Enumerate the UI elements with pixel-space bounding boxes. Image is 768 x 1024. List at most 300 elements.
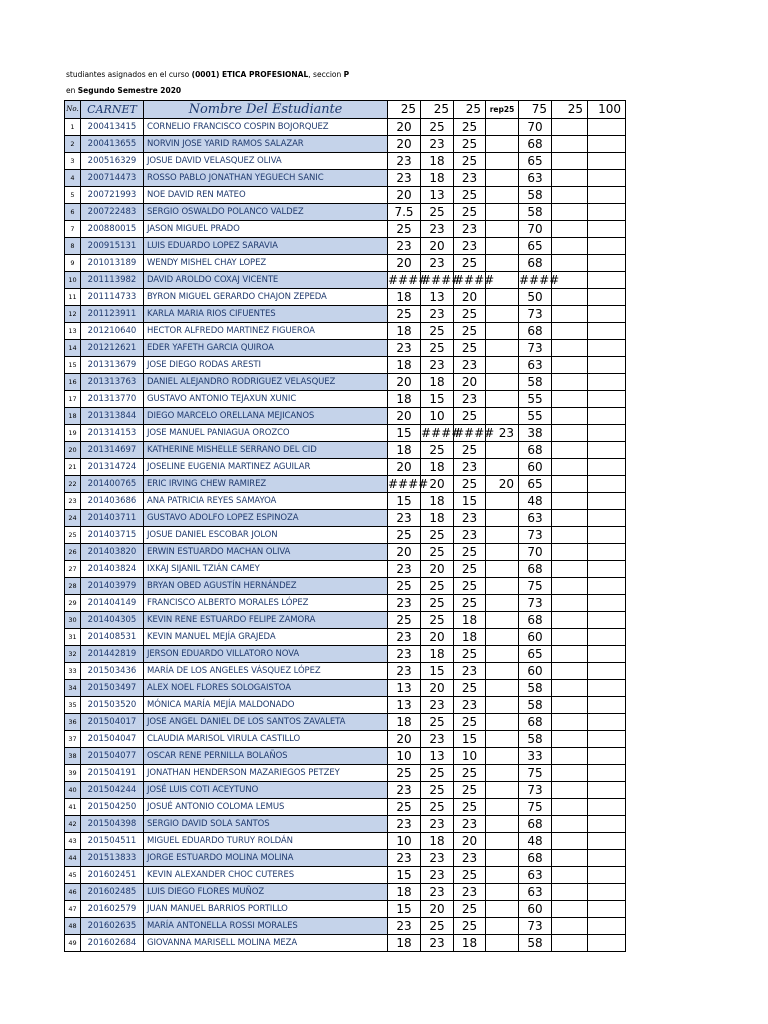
row-score-6 bbox=[552, 357, 588, 374]
row-student-name: JUAN MANUEL BARRIOS PORTILLO bbox=[144, 901, 388, 918]
row-number: 14 bbox=[65, 340, 81, 357]
table-row bbox=[65, 918, 626, 935]
row-carnet: 201504398 bbox=[81, 816, 144, 833]
row-number: 35 bbox=[65, 697, 81, 714]
row-score-2: 23 bbox=[421, 850, 454, 867]
row-score-3: 25 bbox=[454, 680, 486, 697]
row-number: 22 bbox=[65, 476, 81, 493]
row-total: 73 bbox=[519, 340, 552, 357]
row-score-3: 23 bbox=[454, 663, 486, 680]
row-rep-score bbox=[486, 493, 519, 510]
row-score-3: 23 bbox=[454, 816, 486, 833]
row-total: 60 bbox=[519, 663, 552, 680]
row-score-1: 20 bbox=[388, 731, 421, 748]
row-rep-score bbox=[486, 119, 519, 136]
row-number: 10 bbox=[65, 272, 81, 289]
row-final bbox=[588, 391, 626, 408]
row-score-3: 25 bbox=[454, 442, 486, 459]
row-total: 55 bbox=[519, 391, 552, 408]
row-score-3: 23 bbox=[454, 391, 486, 408]
row-score-3: 10 bbox=[454, 748, 486, 765]
row-carnet: 201314724 bbox=[81, 459, 144, 476]
row-student-name: EDER YAFETH GARCIA QUIROA bbox=[144, 340, 388, 357]
row-number: 30 bbox=[65, 612, 81, 629]
row-score-6 bbox=[552, 306, 588, 323]
row-score-3: 23 bbox=[454, 884, 486, 901]
row-total: 33 bbox=[519, 748, 552, 765]
row-carnet: 200915131 bbox=[81, 238, 144, 255]
table-row bbox=[65, 442, 626, 459]
row-score-2: 25 bbox=[421, 544, 454, 561]
row-final bbox=[588, 680, 626, 697]
row-score-3: 15 bbox=[454, 493, 486, 510]
table-row bbox=[65, 391, 626, 408]
row-total: 58 bbox=[519, 680, 552, 697]
row-carnet: 201404149 bbox=[81, 595, 144, 612]
row-student-name: JOSELINE EUGENIA MARTINEZ AGUILAR bbox=[144, 459, 388, 476]
row-rep-score bbox=[486, 697, 519, 714]
row-score-1: 23 bbox=[388, 510, 421, 527]
row-score-1: 18 bbox=[388, 884, 421, 901]
row-carnet: 201314153 bbox=[81, 425, 144, 442]
row-number: 16 bbox=[65, 374, 81, 391]
row-score-1: 25 bbox=[388, 799, 421, 816]
row-score-3: 25 bbox=[454, 136, 486, 153]
row-score-2: 25 bbox=[421, 714, 454, 731]
row-score-1: 10 bbox=[388, 748, 421, 765]
row-score-1: 20 bbox=[388, 408, 421, 425]
row-rep-score bbox=[486, 408, 519, 425]
row-score-1: 23 bbox=[388, 663, 421, 680]
row-number: 32 bbox=[65, 646, 81, 663]
row-score-2: 13 bbox=[421, 748, 454, 765]
row-carnet: 201403686 bbox=[81, 493, 144, 510]
row-total: 65 bbox=[519, 476, 552, 493]
row-score-3: #### bbox=[454, 273, 495, 287]
row-number: 31 bbox=[65, 629, 81, 646]
row-score-1: 23 bbox=[388, 629, 421, 646]
row-score-3: 23 bbox=[454, 221, 486, 238]
row-number: 15 bbox=[65, 357, 81, 374]
row-number: 11 bbox=[65, 289, 81, 306]
row-score-1: 20 bbox=[388, 255, 421, 272]
course-name: (0001) ETICA PROFESIONAL bbox=[191, 70, 309, 79]
table-row bbox=[65, 612, 626, 629]
row-number: 43 bbox=[65, 833, 81, 850]
row-score-1: 15 bbox=[388, 425, 421, 442]
row-score-3: 23 bbox=[454, 697, 486, 714]
row-number: 3 bbox=[65, 153, 81, 170]
row-score-3: 25 bbox=[454, 799, 486, 816]
row-score-3: 25 bbox=[454, 340, 486, 357]
row-score-2: #### bbox=[421, 273, 462, 287]
row-score-2: 25 bbox=[421, 612, 454, 629]
row-number: 5 bbox=[65, 187, 81, 204]
row-score-2: 18 bbox=[421, 170, 454, 187]
row-final bbox=[588, 561, 626, 578]
row-score-6 bbox=[552, 782, 588, 799]
row-carnet: 201400765 bbox=[81, 476, 144, 493]
header-no: No. bbox=[65, 101, 81, 119]
table-row bbox=[65, 323, 626, 340]
row-score-2: 18 bbox=[421, 646, 454, 663]
row-score-2: 13 bbox=[421, 289, 454, 306]
table-row bbox=[65, 136, 626, 153]
row-total: 68 bbox=[519, 816, 552, 833]
row-rep-score bbox=[486, 578, 519, 595]
row-score-1: 18 bbox=[388, 714, 421, 731]
row-student-name: ROSSO PABLO JONATHAN YEGUECH SANIC bbox=[144, 170, 388, 187]
row-carnet: 200880015 bbox=[81, 221, 144, 238]
row-total: 58 bbox=[519, 697, 552, 714]
semester-name: Segundo Semestre 2020 bbox=[77, 86, 182, 95]
row-score-2: 23 bbox=[421, 357, 454, 374]
row-total: 68 bbox=[519, 323, 552, 340]
row-score-6 bbox=[552, 527, 588, 544]
row-score-6 bbox=[552, 153, 588, 170]
row-score-1: 23 bbox=[388, 340, 421, 357]
row-score-1: 15 bbox=[388, 901, 421, 918]
row-score-1: 25 bbox=[388, 612, 421, 629]
table-row bbox=[65, 765, 626, 782]
row-total: 73 bbox=[519, 306, 552, 323]
row-carnet: 201114733 bbox=[81, 289, 144, 306]
table-row bbox=[65, 578, 626, 595]
row-student-name: BRYAN OBED AGUSTÍN HERNÁNDEZ bbox=[144, 578, 388, 595]
row-student-name: SERGIO OSWALDO POLANCO VALDEZ bbox=[144, 204, 388, 221]
row-total: 63 bbox=[519, 510, 552, 527]
row-student-name: FRANCISCO ALBERTO MORALES LÓPEZ bbox=[144, 595, 388, 612]
row-score-1: 20 bbox=[388, 136, 421, 153]
row-carnet: 201404305 bbox=[81, 612, 144, 629]
row-total: 70 bbox=[519, 119, 552, 136]
table-row bbox=[65, 901, 626, 918]
row-student-name: KATHERINE MISHELLE SERRANO DEL CID bbox=[144, 442, 388, 459]
row-total: 75 bbox=[519, 578, 552, 595]
table-row bbox=[65, 867, 626, 884]
row-student-name: SERGIO DAVID SOLA SANTOS bbox=[144, 816, 388, 833]
row-score-2: 25 bbox=[421, 442, 454, 459]
row-total: 60 bbox=[519, 629, 552, 646]
row-number: 7 bbox=[65, 221, 81, 238]
row-score-6 bbox=[552, 119, 588, 136]
row-score-1: 13 bbox=[388, 697, 421, 714]
row-number: 34 bbox=[65, 680, 81, 697]
row-final bbox=[588, 714, 626, 731]
row-student-name: GUSTAVO ANTONIO TEJAXUN XUNIC bbox=[144, 391, 388, 408]
table-header-row bbox=[65, 101, 626, 119]
row-number: 49 bbox=[65, 935, 81, 952]
row-rep-score bbox=[486, 544, 519, 561]
row-student-name: IXKAJ SIJANIL TZIÁN CAMEY bbox=[144, 561, 388, 578]
row-final bbox=[588, 663, 626, 680]
row-final bbox=[588, 374, 626, 391]
row-total: 68 bbox=[519, 255, 552, 272]
row-final bbox=[588, 187, 626, 204]
row-student-name: JERSON EDUARDO VILLATORO NOVA bbox=[144, 646, 388, 663]
row-score-6 bbox=[552, 425, 588, 442]
row-final bbox=[588, 476, 626, 493]
row-number: 38 bbox=[65, 748, 81, 765]
row-final bbox=[588, 425, 626, 442]
row-rep-score bbox=[486, 629, 519, 646]
row-number: 40 bbox=[65, 782, 81, 799]
row-score-2: 23 bbox=[421, 221, 454, 238]
row-rep-score bbox=[486, 799, 519, 816]
row-score-2: 20 bbox=[421, 238, 454, 255]
row-score-6 bbox=[552, 918, 588, 935]
row-carnet: 201212621 bbox=[81, 340, 144, 357]
row-score-3: 25 bbox=[454, 306, 486, 323]
row-carnet: 201013189 bbox=[81, 255, 144, 272]
row-rep-score bbox=[486, 850, 519, 867]
row-rep-score bbox=[486, 765, 519, 782]
row-carnet: 201313679 bbox=[81, 357, 144, 374]
row-final bbox=[588, 510, 626, 527]
row-student-name: JOSE MANUEL PANIAGUA OROZCO bbox=[144, 425, 388, 442]
row-score-3: 23 bbox=[454, 850, 486, 867]
row-score-1: 25 bbox=[388, 306, 421, 323]
row-student-name: GUSTAVO ADOLFO LOPEZ ESPINOZA bbox=[144, 510, 388, 527]
row-score-6 bbox=[552, 255, 588, 272]
row-final bbox=[588, 833, 626, 850]
row-final bbox=[588, 612, 626, 629]
row-score-6 bbox=[552, 493, 588, 510]
row-score-1: 23 bbox=[388, 170, 421, 187]
row-number: 12 bbox=[65, 306, 81, 323]
row-score-3: 25 bbox=[454, 204, 486, 221]
row-score-6 bbox=[552, 221, 588, 238]
row-carnet: 201503497 bbox=[81, 680, 144, 697]
row-final bbox=[588, 850, 626, 867]
row-rep-score bbox=[486, 816, 519, 833]
row-total: 63 bbox=[519, 357, 552, 374]
row-score-6 bbox=[552, 595, 588, 612]
row-total: 68 bbox=[519, 714, 552, 731]
row-score-6 bbox=[552, 765, 588, 782]
row-number: 20 bbox=[65, 442, 81, 459]
row-total: 38 bbox=[519, 425, 552, 442]
row-rep-score bbox=[486, 442, 519, 459]
row-rep-score bbox=[486, 510, 519, 527]
row-score-2: 25 bbox=[421, 595, 454, 612]
table-row bbox=[65, 510, 626, 527]
row-final bbox=[588, 816, 626, 833]
row-score-2: 25 bbox=[421, 765, 454, 782]
row-score-6 bbox=[552, 561, 588, 578]
row-score-2: 20 bbox=[421, 476, 454, 493]
row-score-1: 20 bbox=[388, 544, 421, 561]
row-score-1: 23 bbox=[388, 850, 421, 867]
row-student-name: MARÍA ANTONELLA ROSSI MORALES bbox=[144, 918, 388, 935]
row-score-3: 25 bbox=[454, 901, 486, 918]
row-score-3: 18 bbox=[454, 612, 486, 629]
row-rep-score bbox=[486, 221, 519, 238]
row-rep-score bbox=[486, 748, 519, 765]
header-col-final: 100 bbox=[588, 101, 626, 119]
table-row bbox=[65, 476, 626, 493]
row-student-name: LUIS DIEGO FLORES MUÑOZ bbox=[144, 884, 388, 901]
row-rep-score bbox=[486, 680, 519, 697]
row-carnet: 201602451 bbox=[81, 867, 144, 884]
row-carnet: 201403824 bbox=[81, 561, 144, 578]
row-rep-score bbox=[486, 306, 519, 323]
table-row bbox=[65, 595, 626, 612]
row-total: 48 bbox=[519, 833, 552, 850]
row-final bbox=[588, 799, 626, 816]
row-score-1: 13 bbox=[388, 680, 421, 697]
row-score-3: 15 bbox=[454, 731, 486, 748]
row-final bbox=[588, 595, 626, 612]
row-total: 73 bbox=[519, 918, 552, 935]
row-score-2: 25 bbox=[421, 204, 454, 221]
row-score-3: 25 bbox=[454, 578, 486, 595]
row-number: 21 bbox=[65, 459, 81, 476]
row-score-6 bbox=[552, 799, 588, 816]
row-final bbox=[588, 119, 626, 136]
semester-prefix: en bbox=[66, 86, 78, 95]
row-total: 58 bbox=[519, 204, 552, 221]
row-score-1: 23 bbox=[388, 238, 421, 255]
row-score-3: 23 bbox=[454, 238, 486, 255]
row-score-3: 18 bbox=[454, 629, 486, 646]
table-row bbox=[65, 544, 626, 561]
row-student-name: NOE DAVID REN MATEO bbox=[144, 187, 388, 204]
row-score-6 bbox=[552, 391, 588, 408]
row-score-6 bbox=[552, 170, 588, 187]
row-score-6 bbox=[552, 204, 588, 221]
row-score-3: 23 bbox=[454, 510, 486, 527]
row-rep-score bbox=[486, 527, 519, 544]
row-score-1: 23 bbox=[388, 595, 421, 612]
row-score-3: 23 bbox=[454, 170, 486, 187]
row-total: 58 bbox=[519, 187, 552, 204]
row-score-1: 18 bbox=[388, 391, 421, 408]
row-score-3: 23 bbox=[454, 459, 486, 476]
row-final bbox=[588, 646, 626, 663]
row-student-name: JOSUÉ ANTONIO COLOMA LEMUS bbox=[144, 799, 388, 816]
row-score-2: 23 bbox=[421, 884, 454, 901]
row-carnet: 201602579 bbox=[81, 901, 144, 918]
row-total: 63 bbox=[519, 170, 552, 187]
row-rep-score bbox=[486, 357, 519, 374]
row-score-1: 18 bbox=[388, 289, 421, 306]
row-score-2: 18 bbox=[421, 510, 454, 527]
row-number: 26 bbox=[65, 544, 81, 561]
row-student-name: JOSE DIEGO RODAS ARESTI bbox=[144, 357, 388, 374]
row-carnet: 201313770 bbox=[81, 391, 144, 408]
table-row bbox=[65, 816, 626, 833]
row-student-name: KEVIN MANUEL MEJÍA GRAJEDA bbox=[144, 629, 388, 646]
row-number: 28 bbox=[65, 578, 81, 595]
row-number: 36 bbox=[65, 714, 81, 731]
table-row bbox=[65, 170, 626, 187]
row-final bbox=[588, 867, 626, 884]
row-rep-score bbox=[486, 901, 519, 918]
row-score-3: 25 bbox=[454, 255, 486, 272]
header-carnet: CARNET bbox=[81, 101, 144, 119]
row-final bbox=[588, 782, 626, 799]
row-student-name: DIEGO MARCELO ORELLANA MEJICANOS bbox=[144, 408, 388, 425]
row-student-name: NORVIN JOSE YARID RAMOS SALAZAR bbox=[144, 136, 388, 153]
row-score-6 bbox=[552, 646, 588, 663]
row-carnet: 201504047 bbox=[81, 731, 144, 748]
row-student-name: KEVIN ALEXANDER CHOC CUTERES bbox=[144, 867, 388, 884]
row-number: 29 bbox=[65, 595, 81, 612]
row-number: 25 bbox=[65, 527, 81, 544]
header-col-total: 75 bbox=[519, 101, 552, 119]
row-total: 65 bbox=[519, 238, 552, 255]
row-total: 68 bbox=[519, 136, 552, 153]
row-rep-score bbox=[486, 136, 519, 153]
row-student-name: JOSÉ LUIS COTI ACEYTUNO bbox=[144, 782, 388, 799]
row-rep-score bbox=[486, 323, 519, 340]
row-final bbox=[588, 221, 626, 238]
row-score-6 bbox=[552, 629, 588, 646]
row-score-6 bbox=[552, 323, 588, 340]
row-final bbox=[588, 629, 626, 646]
row-rep-score bbox=[486, 731, 519, 748]
row-number: 19 bbox=[65, 425, 81, 442]
table-row bbox=[65, 221, 626, 238]
table-row bbox=[65, 255, 626, 272]
row-total: 73 bbox=[519, 527, 552, 544]
row-carnet: 201504077 bbox=[81, 748, 144, 765]
row-student-name: JOSE ANGEL DANIEL DE LOS SANTOS ZAVALETA bbox=[144, 714, 388, 731]
row-rep-score bbox=[486, 289, 519, 306]
row-total: #### bbox=[519, 273, 560, 287]
row-final bbox=[588, 748, 626, 765]
row-score-6 bbox=[552, 187, 588, 204]
table-row bbox=[65, 799, 626, 816]
row-score-2: 23 bbox=[421, 255, 454, 272]
row-score-6 bbox=[552, 578, 588, 595]
row-score-2: 25 bbox=[421, 782, 454, 799]
row-final bbox=[588, 731, 626, 748]
table-row bbox=[65, 714, 626, 731]
row-total: 68 bbox=[519, 561, 552, 578]
row-score-1: 18 bbox=[388, 357, 421, 374]
row-score-2: 23 bbox=[421, 136, 454, 153]
table-row bbox=[65, 697, 626, 714]
row-score-1: 18 bbox=[388, 442, 421, 459]
row-final bbox=[588, 442, 626, 459]
row-carnet: 201504250 bbox=[81, 799, 144, 816]
table-row bbox=[65, 306, 626, 323]
row-score-3: 25 bbox=[454, 323, 486, 340]
row-score-3: 23 bbox=[454, 527, 486, 544]
row-total: 58 bbox=[519, 935, 552, 952]
row-final bbox=[588, 408, 626, 425]
table-row bbox=[65, 935, 626, 952]
row-score-2: 25 bbox=[421, 918, 454, 935]
row-total: 70 bbox=[519, 221, 552, 238]
row-student-name: DANIEL ALEJANDRO RODRIGUEZ VELASQUEZ bbox=[144, 374, 388, 391]
row-rep-score bbox=[486, 170, 519, 187]
table-row bbox=[65, 357, 626, 374]
row-final bbox=[588, 323, 626, 340]
row-rep-score bbox=[486, 238, 519, 255]
row-rep-score: 23 bbox=[486, 425, 519, 442]
row-student-name: JONATHAN HENDERSON MAZARIEGOS PETZEY bbox=[144, 765, 388, 782]
row-score-6 bbox=[552, 544, 588, 561]
table-row bbox=[65, 782, 626, 799]
row-score-2: 18 bbox=[421, 459, 454, 476]
row-student-name: KEVIN RENE ESTUARDO FELIPE ZAMORA bbox=[144, 612, 388, 629]
row-carnet: 201602684 bbox=[81, 935, 144, 952]
table-row bbox=[65, 289, 626, 306]
row-score-2: #### bbox=[421, 426, 462, 440]
